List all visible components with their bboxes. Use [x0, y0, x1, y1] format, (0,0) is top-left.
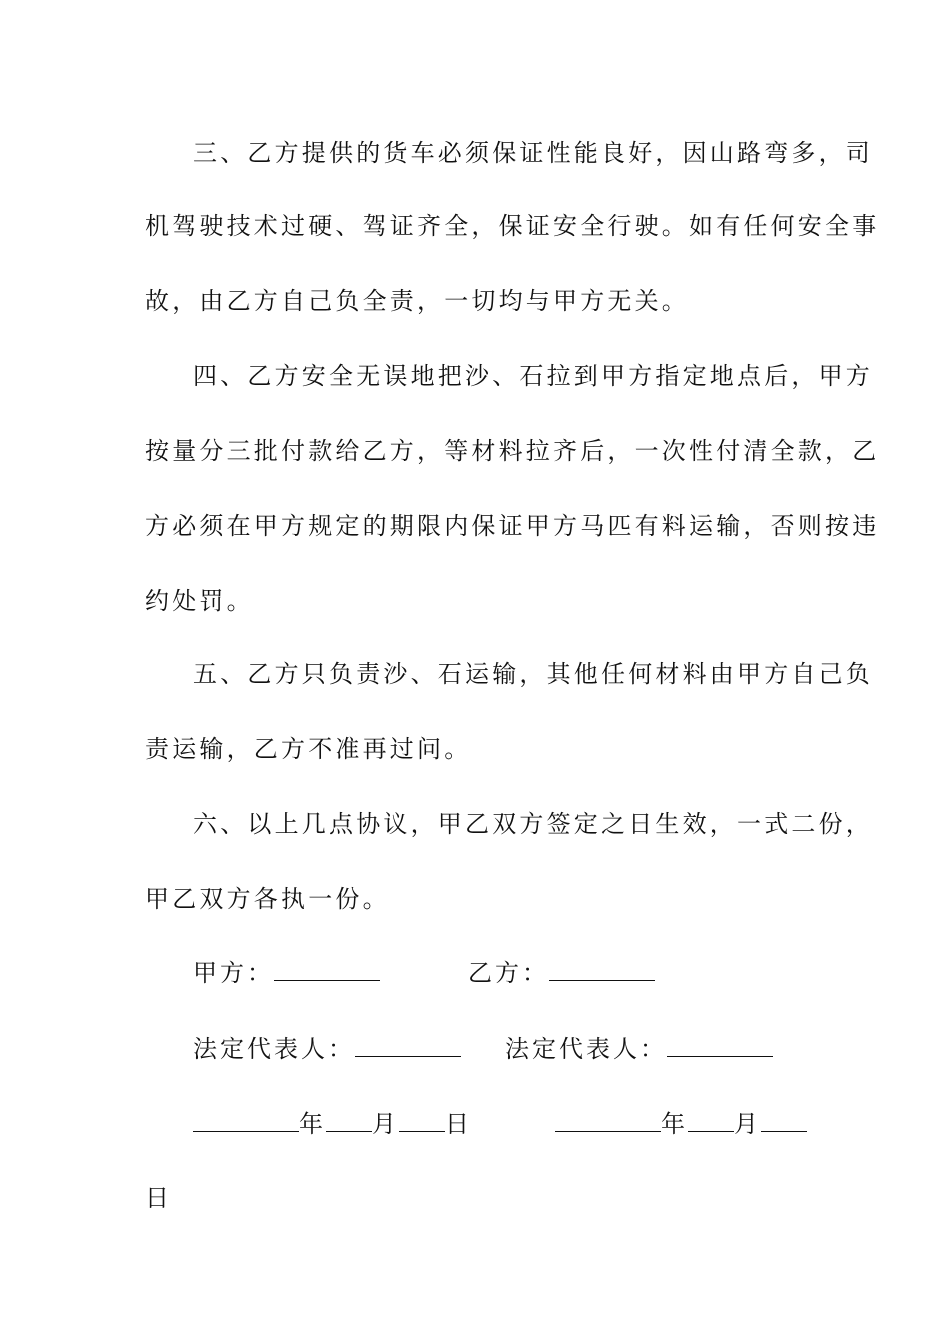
party-b-blank: [549, 958, 655, 981]
clause-three-line-3: 故，由乙方自己负全责，一切均与甲方无关。: [145, 287, 689, 315]
date-b-month-label: 月: [734, 1110, 761, 1138]
clause-four-line-2: 按量分三批付款给乙方，等材料拉齐后，一次性付清全款，乙: [145, 437, 880, 465]
clause-four-line-3: 方必须在甲方规定的期限内保证甲方马匹有料运输，否则按违: [145, 512, 880, 540]
date-a-day-label: 日: [445, 1110, 472, 1138]
clause-three-line-1: 三、乙方提供的货车必须保证性能良好，因山路弯多，司: [193, 139, 873, 167]
party-a-label: 甲方：: [193, 959, 274, 987]
clause-six-line-1: 六、以上几点协议，甲乙双方签定之日生效，一式二份，: [193, 810, 873, 838]
date-a-year-blank: [193, 1109, 299, 1132]
date-a-line: [193, 1109, 472, 1139]
date-b-day-blank: [761, 1109, 807, 1132]
rep-b-label: 法定代表人：: [505, 1035, 667, 1063]
date-a-year-label: 年: [299, 1110, 326, 1138]
date-a-month-label: 月: [372, 1110, 399, 1138]
party-a-blank: [274, 958, 380, 981]
party-a-line: [193, 958, 380, 988]
clause-five-line-1: 五、乙方只负责沙、石运输，其他任何材料由甲方自己负: [193, 660, 873, 688]
party-b-line: [468, 958, 655, 988]
clause-five-line-2: 责运输，乙方不准再过问。: [145, 735, 472, 763]
party-b-label: 乙方：: [468, 959, 549, 987]
date-b-month-blank: [688, 1109, 734, 1132]
clause-three-line-2: 机驾驶技术过硬、驾证齐全，保证安全行驶。如有任何安全事: [145, 212, 880, 240]
date-a-month-blank: [326, 1109, 372, 1132]
date-b-day-label: 日: [145, 1184, 172, 1212]
date-b-day-wrap: [145, 1183, 172, 1213]
date-b-year-label: 年: [661, 1110, 688, 1138]
rep-a-blank: [355, 1034, 461, 1057]
clause-four-line-4: 约处罚。: [145, 587, 254, 615]
rep-a-line: [193, 1034, 461, 1064]
rep-a-label: 法定代表人：: [193, 1035, 355, 1063]
date-a-day-blank: [399, 1109, 445, 1132]
rep-b-line: [505, 1034, 773, 1064]
date-b-line: [555, 1109, 807, 1139]
date-b-year-blank: [555, 1109, 661, 1132]
rep-b-blank: [667, 1034, 773, 1057]
clause-four-line-1: 四、乙方安全无误地把沙、石拉到甲方指定地点后，甲方: [193, 362, 873, 390]
clause-six-line-2: 甲乙双方各执一份。: [145, 885, 390, 913]
